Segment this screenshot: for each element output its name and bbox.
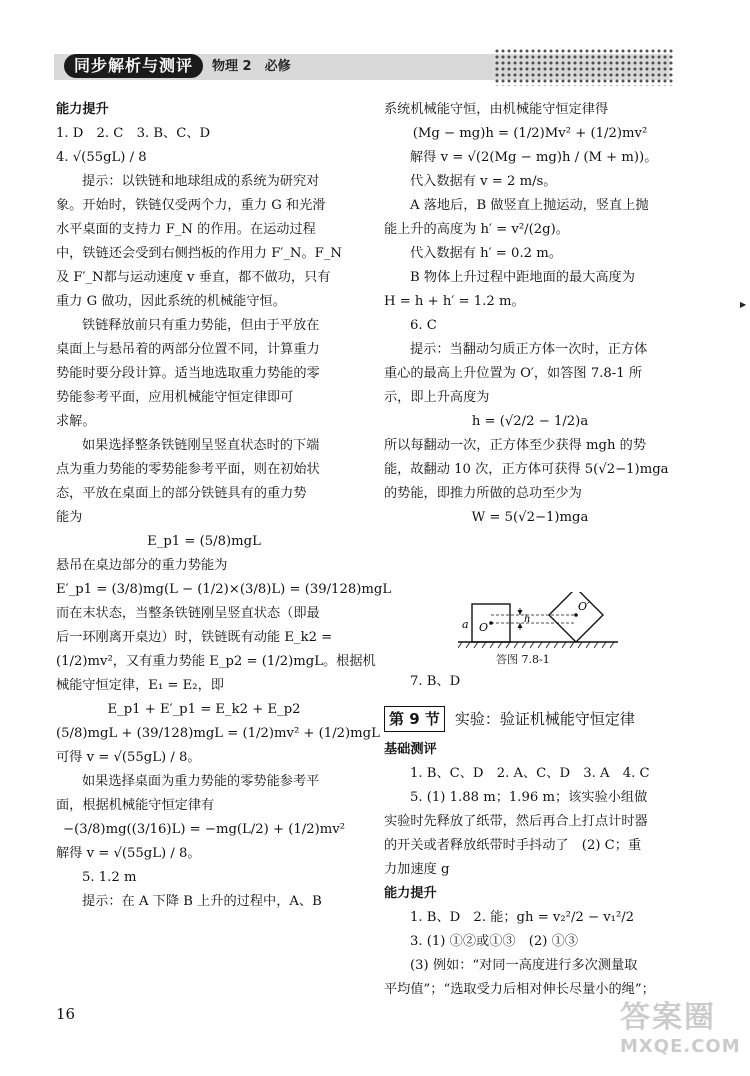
- left-text-line-18: E_p1 = (5/8)mgL: [147, 534, 261, 549]
- figure-cube-rolling: [458, 592, 618, 654]
- right-text-line-4: A 落地后，B 做竖直上抛运动，竖直上抛: [410, 198, 649, 213]
- watermark-top: 答案圈: [620, 1000, 716, 1035]
- left-text-line-19: 悬吊在桌边部分的重力势能为: [56, 558, 228, 573]
- left-text-line-24: 械能守恒定律，E₁ = E₂，即: [56, 678, 224, 693]
- left-text-line-30: −(3/8)mg((3/16)L) = −mg(L/2) + (1/2)mv²: [63, 822, 345, 837]
- left-text-line-4: 象。开始时，铁链仅受两个力，重力 G 和光滑: [56, 198, 326, 213]
- left-text-line-15: 点为重力势能的零势能参考平面，则在初始状: [56, 462, 320, 477]
- left-text-line-32: 5. 1.2 m: [82, 870, 137, 885]
- book-title: 同步解析与测评: [64, 54, 203, 78]
- label-a: a: [462, 618, 469, 631]
- left-text-line-23: (1/2)mv²，又有重力势能 E_p2 = (1/2)mgL。根据机: [56, 654, 376, 669]
- right-text-line-14: 所以每翻动一次，正方体至少获得 mgh 的势: [384, 438, 647, 453]
- left-text-line-0: 能力提升: [56, 102, 109, 117]
- left-text-line-31: 解得 v = √(55gL) / 8。: [56, 846, 201, 861]
- book-subtitle: 物理 2 必修: [212, 59, 291, 74]
- right-text-line-17: W = 5(√2−1)mga: [471, 510, 589, 525]
- section-heading: [384, 706, 635, 730]
- left-text-line-17: 能为: [56, 510, 83, 525]
- left-text-line-26: (5/8)mgL + (39/128)mgL = (1/2)mv² + (1/2)mgL: [56, 726, 380, 741]
- page-header: [54, 48, 674, 86]
- right-text-line-0: 系统机械能守恒，由机械能守恒定律得: [384, 102, 609, 117]
- right-text-line-6: 代入数据有 h′ = 0.2 m。: [410, 246, 562, 261]
- right-text-line-15: 能，故翻动 10 次，正方体可获得 5(√2−1)mga: [384, 462, 669, 477]
- label-o: O: [479, 621, 489, 634]
- left-text-line-12: 势能参考平面，应用机械能守恒定律即可: [56, 390, 294, 405]
- left-text-line-25: E_p1 + E′_p1 = E_k2 + E_p2: [107, 702, 301, 717]
- watermark-bottom: MXQE.COM: [620, 1036, 741, 1057]
- section-number: 第 9 节: [384, 706, 445, 732]
- left-column: [56, 98, 392, 914]
- left-text-line-1: 1. D 2. C 3. B、C、D: [56, 126, 211, 141]
- section-title: 实验：验证机械能守恒定律: [454, 710, 635, 728]
- left-text-line-27: 可得 v = √(55gL) / 8。: [56, 750, 201, 765]
- right-bottom-text-line-10: 平均值”；“选取受力后相对伸长尽量小的绳”；: [384, 982, 655, 997]
- right-bottom-text-line-9: (3) 例如：“对同一高度进行多次测量取: [410, 958, 638, 973]
- right-bottom-text-line-8: 3. (1) ①②或①③ (2) ①③: [410, 934, 579, 949]
- right-bottom-text-line-6: 能力提升: [384, 886, 437, 901]
- left-text-line-29: 面，根据机械能守恒定律有: [56, 798, 215, 813]
- right-text-line-2: 解得 v = √(2(Mg − mg)h / (M + m))。: [410, 150, 658, 165]
- left-text-line-7: 及 F′_N都与运动速度 v 垂直，都不做功，只有: [56, 270, 331, 285]
- right-text-line-11: 重心的最高上升位置为 O′，如答图 7.8-1 所: [384, 366, 643, 381]
- right-text-line-8: H = h + h′ = 1.2 m。: [384, 294, 525, 309]
- right-text-line-1: (Mg − mg)h = (1/2)Mv² + (1/2)mv²: [412, 126, 648, 141]
- right-column-top: [384, 98, 676, 530]
- right-text-line-5: 能上升的高度为 h′ = v²/(2g)。: [384, 222, 569, 237]
- watermark-logo: [620, 1000, 744, 1070]
- left-text-line-33: 提示：在 A 下降 B 上升的过程中，A、B: [82, 894, 322, 909]
- right-bottom-text-line-0: 基础测评: [384, 742, 437, 757]
- right-text-line-12: 示，即上升高度为: [384, 390, 490, 405]
- right-bottom-text-line-2: 5. (1) 1.88 m；1.96 m；该实验小组做: [410, 790, 648, 805]
- right-bottom-text-line-7: 1. B、D 2. 能；gh = v₂²/2 − v₁²/2: [410, 910, 635, 925]
- figure-caption: 答图 7.8-1: [496, 653, 550, 666]
- left-text-line-16: 态，平放在桌面上的部分铁链具有的重力势: [56, 486, 307, 501]
- header-dot-pattern: [494, 48, 674, 86]
- left-text-line-13: 求解。: [56, 414, 96, 429]
- edge-marker-icon: ▶: [740, 300, 747, 309]
- label-o-prime: O′: [578, 600, 590, 613]
- answer-7-block: [384, 670, 676, 694]
- cube-diagram: [458, 592, 618, 654]
- left-text-line-6: 中，铁链还会受到右侧挡板的作用力 F′_N。F_N: [56, 246, 342, 261]
- left-text-line-20: E′_p1 = (3/8)mg(L − (1/2)×(3/8)L) = (39/128)mgL: [56, 582, 392, 597]
- label-h: h: [524, 614, 531, 625]
- left-text-line-14: 如果选择整条铁链刚呈竖直状态时的下端: [82, 438, 320, 453]
- right-bottom-text-line-4: 的开关或者释放纸带时手抖动了 (2) C；重: [384, 838, 642, 853]
- right-bottom-text-line-1: 1. B、C、D 2. A、C、D 3. A 4. C: [410, 766, 650, 781]
- cube-tilted: [549, 592, 603, 642]
- right-text-line-13: h = (√2/2 − 1/2)a: [471, 414, 589, 429]
- left-text-line-28: 如果选择桌面为重力势能的零势能参考平: [82, 774, 320, 789]
- left-text-line-11: 势能时要分段计算。适当地选取重力势能的零: [56, 366, 320, 381]
- right-text-line-9: 6. C: [410, 318, 437, 333]
- right-bottom-text-line-5: 力加速度 g: [384, 862, 450, 877]
- left-text-line-9: 铁链释放前只有重力势能，但由于平放在: [82, 318, 320, 333]
- left-text-line-3: 提示：以铁链和地球组成的系统为研究对: [82, 174, 320, 189]
- right-text-line-7: B 物体上升过程中距地面的最大高度为: [410, 270, 635, 285]
- left-text-line-2: 4. √(55gL) / 8: [56, 150, 147, 165]
- right-column-bottom: [384, 738, 676, 1002]
- left-text-line-10: 桌面上与悬吊着的两部分位置不同，计算重力: [56, 342, 320, 357]
- answer-7: 7. B、D: [410, 674, 461, 689]
- left-text-line-22: 后一环刚离开桌边）时，铁链既有动能 E_k2 =: [56, 630, 333, 645]
- page-number: 16: [56, 1005, 76, 1023]
- right-bottom-text-line-3: 实验时先释放了纸带，然后再合上打点计时器: [384, 814, 648, 829]
- right-text-line-10: 提示：当翻动匀质正方体一次时，正方体: [410, 342, 648, 357]
- right-column: [384, 98, 676, 530]
- left-text-line-5: 水平桌面的支持力 F_N 的作用。在运动过程: [56, 222, 316, 237]
- left-text-line-21: 而在末状态，当整条铁链刚呈竖直状态（即最: [56, 606, 320, 621]
- right-text-line-16: 的势能，即推力所做的总功至少为: [384, 486, 582, 501]
- left-text-line-8: 重力 G 做功，因此系统的机械能守恒。: [56, 294, 286, 309]
- right-text-line-3: 代入数据有 v = 2 m/s。: [410, 174, 557, 189]
